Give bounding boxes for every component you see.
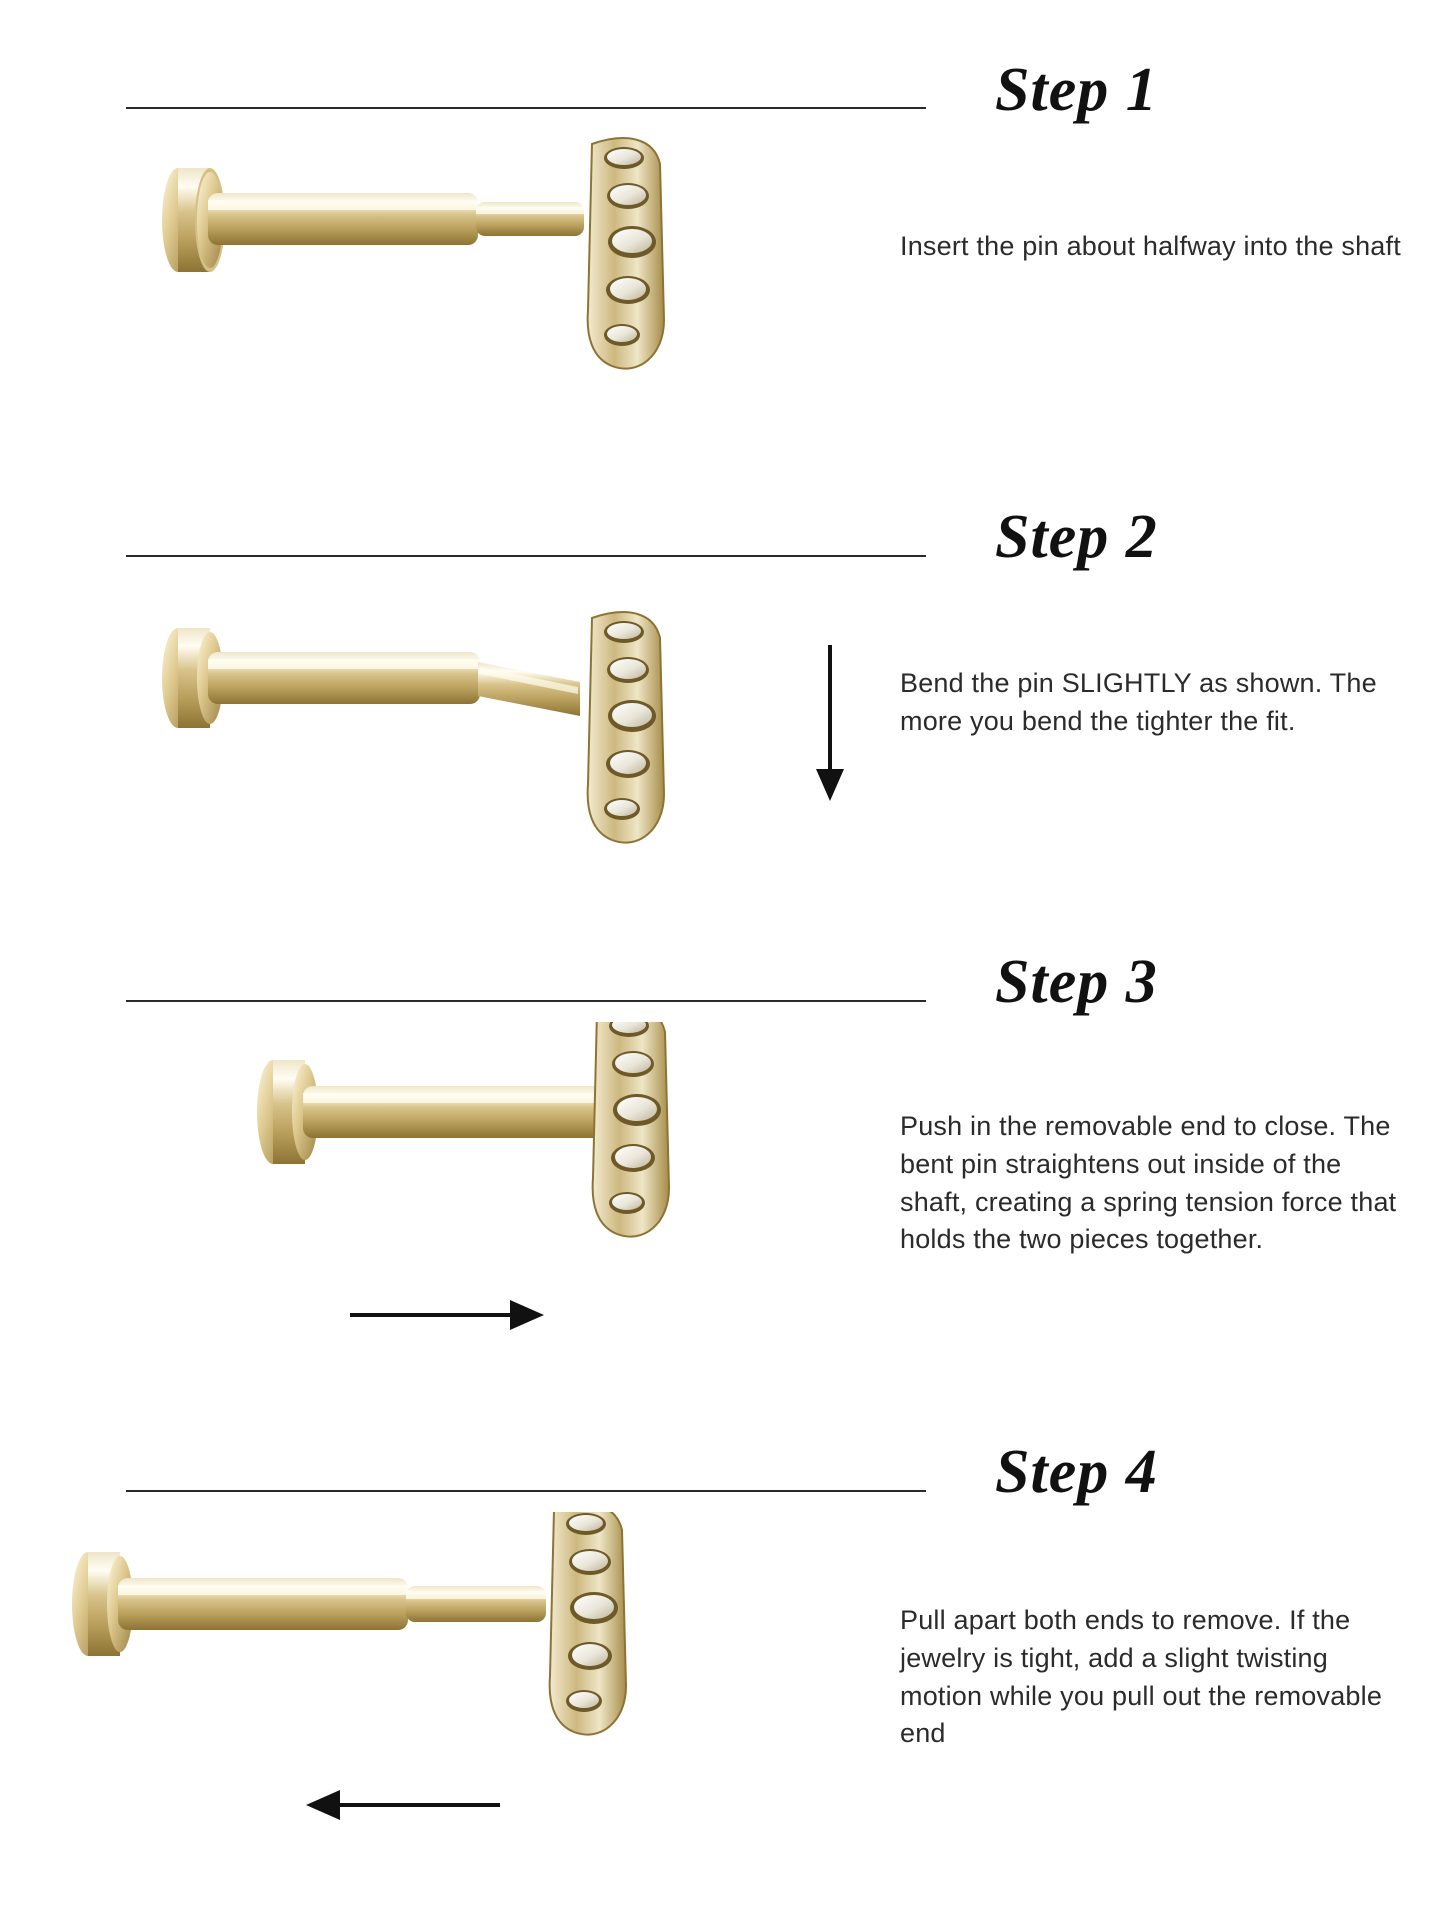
step-text-4: Pull apart both ends to remove. If the jewelry is tight, add a slight twisting motion while you pull out the removable end xyxy=(900,1605,1383,1749)
step-block-2 xyxy=(0,480,1446,950)
arrow-down-icon xyxy=(800,645,860,805)
step-divider-1 xyxy=(126,107,926,109)
jewelry-illustration-1 xyxy=(150,130,790,430)
step-block-4 xyxy=(0,1430,1446,1920)
step-title-3: Step 3 xyxy=(995,948,1158,1016)
step-block-3 xyxy=(0,950,1446,1430)
step-text-3: Push in the removable end to close. The bent pin straightens out inside of the shaft, creating a spring tension force that holds the two pieces together. xyxy=(900,1111,1397,1255)
arrow-left-icon xyxy=(300,1780,500,1830)
step-text-2: Bend the pin SLIGHTLY as shown. The more you bend the tighter the fit. xyxy=(900,668,1377,736)
step-title-1: Step 1 xyxy=(995,56,1158,124)
jewelry-illustration-2 xyxy=(150,590,790,920)
arrow-right-icon xyxy=(350,1290,550,1340)
step-text-1: Insert the pin about halfway into the shaft xyxy=(900,231,1401,261)
step-block-1 xyxy=(0,0,1446,520)
step-divider-4 xyxy=(126,1490,926,1492)
step-title-4: Step 4 xyxy=(995,1438,1158,1506)
step-title-2: Step 2 xyxy=(995,503,1158,571)
step-divider-3 xyxy=(126,1000,926,1002)
step-divider-2 xyxy=(126,555,926,557)
